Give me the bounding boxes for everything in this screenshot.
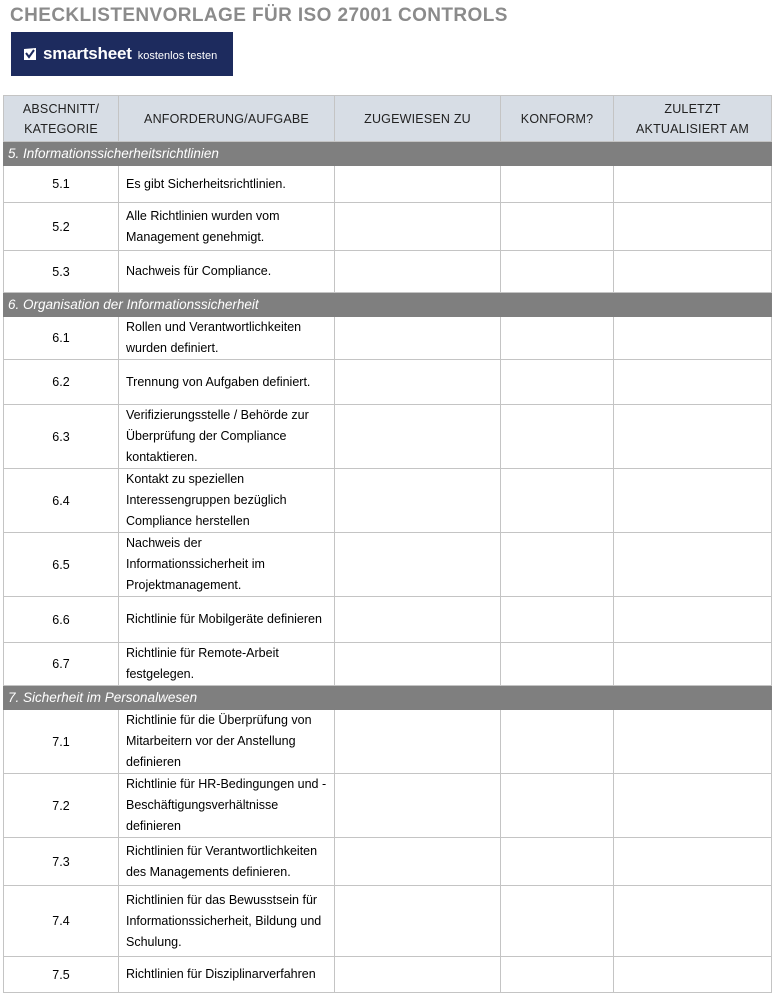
requirement-text: Kontakt zu speziellen Interessengruppen bezüglich Compliance herstellen — [119, 469, 335, 533]
header-section: ABSCHNITT/ KATEGORIE — [4, 96, 119, 142]
header-updated: ZULETZT AKTUALISIERT AM — [614, 96, 772, 142]
page-title: CHECKLISTENVORLAGE FÜR ISO 27001 CONTROLS — [10, 5, 508, 26]
compliant-cell[interactable] — [501, 886, 614, 957]
last-updated-cell[interactable] — [614, 405, 772, 469]
assigned-to-cell[interactable] — [335, 774, 501, 838]
section-number: 6.1 — [4, 317, 119, 360]
last-updated-cell[interactable] — [614, 203, 772, 251]
compliant-cell[interactable] — [501, 533, 614, 597]
section-number: 5.3 — [4, 251, 119, 293]
assigned-to-cell[interactable] — [335, 957, 501, 993]
section-number: 6.7 — [4, 643, 119, 686]
section-number: 7.1 — [4, 710, 119, 774]
last-updated-cell[interactable] — [614, 469, 772, 533]
assigned-to-cell[interactable] — [335, 203, 501, 251]
requirement-text: Richtlinien für Disziplinarverfahren — [119, 957, 335, 993]
requirement-text: Richtlinien für das Bewusstsein für Informationssicherheit, Bildung und Schulung. — [119, 886, 335, 957]
requirement-text: Rollen und Verantwortlichkeiten wurden definiert. — [119, 317, 335, 360]
requirement-text: Richtlinie für Mobilgeräte definieren — [119, 597, 335, 643]
section-number: 6.2 — [4, 360, 119, 405]
requirement-text: Richtlinie für die Überprüfung von Mitarbeitern vor der Anstellung definieren — [119, 710, 335, 774]
section-title: 7. Sicherheit im Personalwesen — [4, 686, 772, 710]
section-number: 5.2 — [4, 203, 119, 251]
section-number: 6.6 — [4, 597, 119, 643]
assigned-to-cell[interactable] — [335, 533, 501, 597]
assigned-to-cell[interactable] — [335, 405, 501, 469]
compliant-cell[interactable] — [501, 360, 614, 405]
requirement-text: Richtlinien für Verantwortlichkeiten des Managements definieren. — [119, 838, 335, 886]
assigned-to-cell[interactable] — [335, 166, 501, 203]
logo-cta: kostenlos testen — [137, 49, 218, 62]
table-row — [4, 774, 772, 838]
requirement-text: Alle Richtlinien wurden vom Management genehmigt. — [119, 203, 335, 251]
requirement-text: Verifizierungsstelle / Behörde zur Überprüfung der Compliance kontaktieren. — [119, 405, 335, 469]
assigned-to-cell[interactable] — [335, 360, 501, 405]
last-updated-cell[interactable] — [614, 360, 772, 405]
table-row — [4, 838, 772, 886]
table-row — [4, 957, 772, 993]
table-row — [4, 710, 772, 774]
section-number: 7.2 — [4, 774, 119, 838]
table-row — [4, 203, 772, 251]
section-number: 5.1 — [4, 166, 119, 203]
table-row — [4, 886, 772, 957]
section-number: 7.4 — [4, 886, 119, 957]
section-title: 6. Organisation der Informationssicherheit — [4, 293, 772, 317]
compliant-cell[interactable] — [501, 643, 614, 686]
section-number: 7.5 — [4, 957, 119, 993]
last-updated-cell[interactable] — [614, 251, 772, 293]
compliant-cell[interactable] — [501, 469, 614, 533]
assigned-to-cell[interactable] — [335, 469, 501, 533]
table-row — [4, 317, 772, 360]
last-updated-cell[interactable] — [614, 710, 772, 774]
requirement-text: Nachweis für Compliance. — [119, 251, 335, 293]
assigned-to-cell[interactable] — [335, 710, 501, 774]
compliant-cell[interactable] — [501, 597, 614, 643]
section-row — [4, 293, 772, 317]
table-row — [4, 469, 772, 533]
header-requirement: ANFORDERUNG/AUFGABE — [119, 96, 335, 142]
compliant-cell[interactable] — [501, 957, 614, 993]
last-updated-cell[interactable] — [614, 597, 772, 643]
logo-brand: smartsheet — [43, 44, 132, 63]
last-updated-cell[interactable] — [614, 643, 772, 686]
compliant-cell[interactable] — [501, 251, 614, 293]
compliant-cell[interactable] — [501, 774, 614, 838]
header-assigned: ZUGEWIESEN ZU — [335, 96, 501, 142]
checkmark-logo-icon — [23, 47, 37, 61]
compliant-cell[interactable] — [501, 317, 614, 360]
compliant-cell[interactable] — [501, 710, 614, 774]
last-updated-cell[interactable] — [614, 838, 772, 886]
compliant-cell[interactable] — [501, 166, 614, 203]
table-row — [4, 405, 772, 469]
requirement-text: Richtlinie für HR-Bedingungen und -Beschäftigungsverhältnisse definieren — [119, 774, 335, 838]
requirement-text: Trennung von Aufgaben definiert. — [119, 360, 335, 405]
table-row — [4, 166, 772, 203]
table-row — [4, 643, 772, 686]
compliant-cell[interactable] — [501, 405, 614, 469]
assigned-to-cell[interactable] — [335, 251, 501, 293]
last-updated-cell[interactable] — [614, 957, 772, 993]
assigned-to-cell[interactable] — [335, 643, 501, 686]
requirement-text: Nachweis der Informationssicherheit im Projektmanagement. — [119, 533, 335, 597]
table-row — [4, 251, 772, 293]
last-updated-cell[interactable] — [614, 886, 772, 957]
table-row — [4, 360, 772, 405]
section-number: 7.3 — [4, 838, 119, 886]
assigned-to-cell[interactable] — [335, 838, 501, 886]
compliant-cell[interactable] — [501, 838, 614, 886]
section-row — [4, 686, 772, 710]
checklist-table — [3, 95, 772, 993]
compliant-cell[interactable] — [501, 203, 614, 251]
last-updated-cell[interactable] — [614, 533, 772, 597]
last-updated-cell[interactable] — [614, 317, 772, 360]
section-number: 6.4 — [4, 469, 119, 533]
requirement-text: Richtlinie für Remote-Arbeit festgelegen. — [119, 643, 335, 686]
table-row — [4, 533, 772, 597]
section-number: 6.5 — [4, 533, 119, 597]
assigned-to-cell[interactable] — [335, 317, 501, 360]
last-updated-cell[interactable] — [614, 774, 772, 838]
smartsheet-trial-link[interactable] — [11, 32, 233, 76]
header-compliant: KONFORM? — [501, 96, 614, 142]
assigned-to-cell[interactable] — [335, 886, 501, 957]
last-updated-cell[interactable] — [614, 166, 772, 203]
section-title: 5. Informationssicherheitsrichtlinien — [4, 142, 772, 166]
section-number: 6.3 — [4, 405, 119, 469]
section-row — [4, 142, 772, 166]
requirement-text: Es gibt Sicherheitsrichtlinien. — [119, 166, 335, 203]
table-row — [4, 597, 772, 643]
header-row — [4, 96, 772, 142]
assigned-to-cell[interactable] — [335, 597, 501, 643]
